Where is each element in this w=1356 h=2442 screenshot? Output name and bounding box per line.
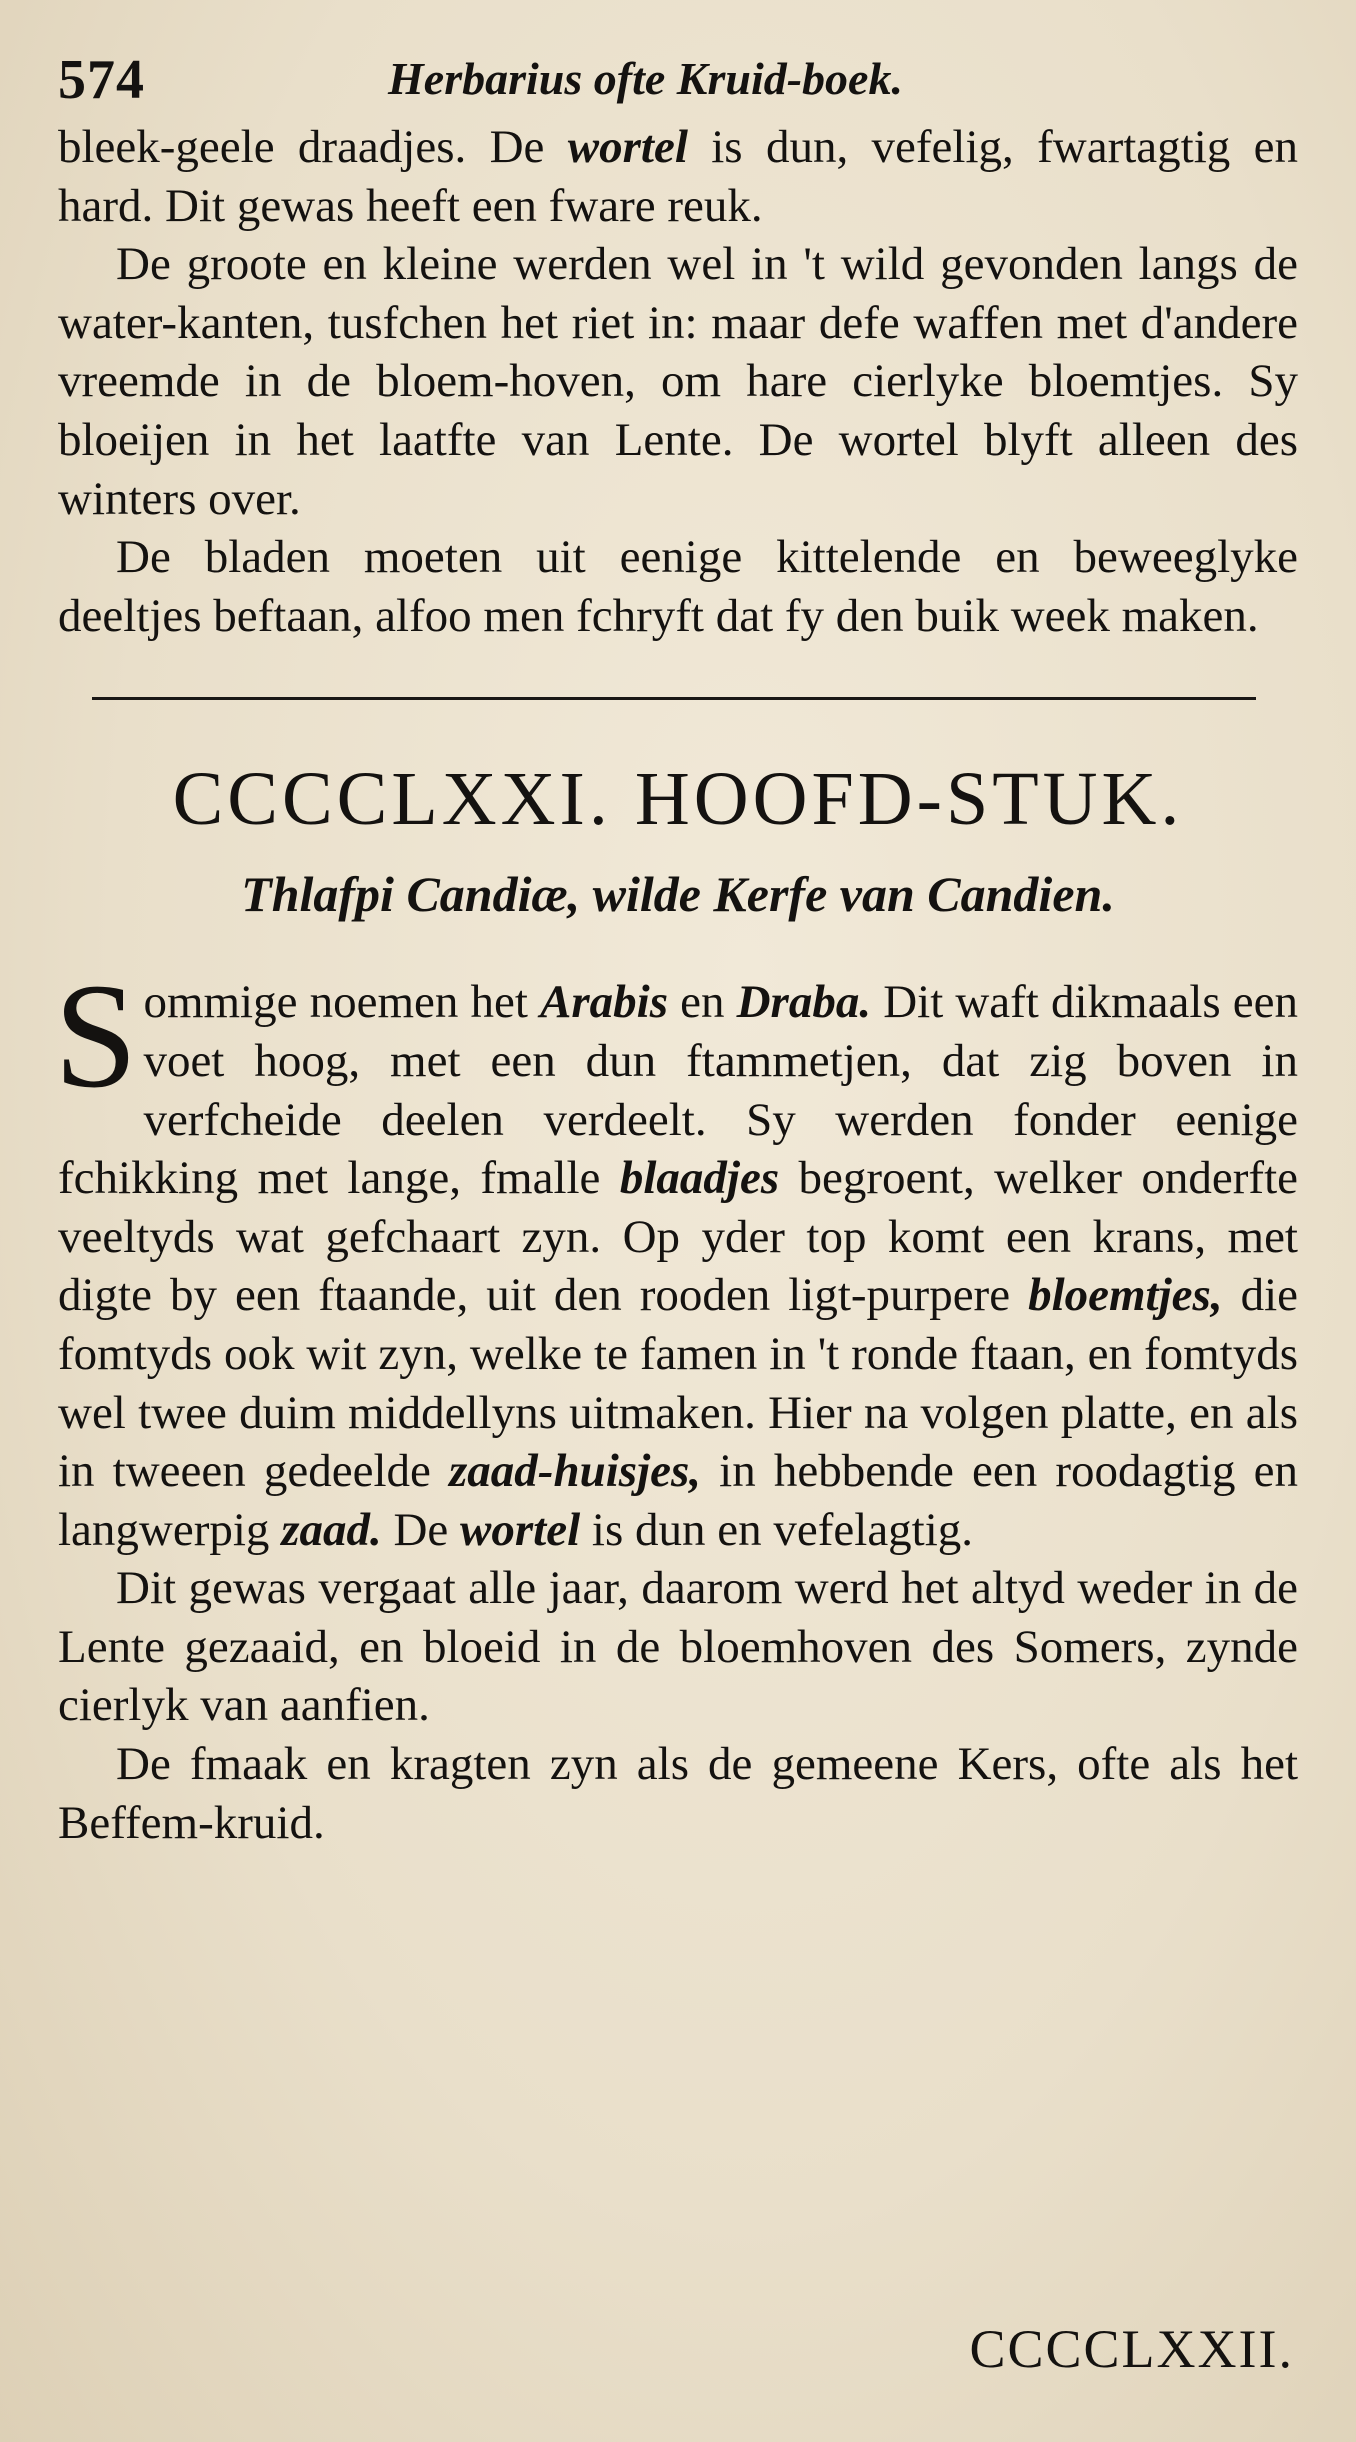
paragraph-6: De fmaak en kragten zyn als de gemeene Kers, ofte als het Beffem-kruid. (58, 1738, 1298, 1849)
page-number: 574 (58, 49, 145, 111)
paragraph-3: De bladen moeten uit eenige kittelende en beweeglyke deeltjes beftaan, alfoo men fchryft dat fy den buik week maken. (58, 531, 1298, 642)
page-text-block (54, 48, 1299, 1852)
text-run: is dun, vefelig, fwartagtig en hard. Dit gewas heeft een fware reuk. (58, 121, 1298, 232)
term-wortel: wortel (460, 1503, 581, 1556)
page-header (58, 48, 1298, 118)
paragraph-2: De groote en kleine werden wel in 't wild gevonden langs de water-kanten, tusfchen het riet in: maar defe waffen met d'andere vreemde in de bloem-hoven, om hare cierlyke bloemtjes. Sy bloeijen in het laatfte van Lente. De wortel blyft alleen des winters over. (58, 238, 1298, 525)
text-run: die fomtyds ook wit zyn, welke te famen in 't ronde ftaan, en fomtyds wel twee duim middellyns uitmaken. Hier na volgen platte, en als in tweeen gedeelde (58, 1269, 1298, 1498)
section-continuation (58, 118, 1298, 645)
text-run: Dit waft dikmaals een voet hoog, met een dun ftammetjen, dat zig boven in verfcheide deelen verdeelt. Sy werden fonder eenige fchikking met lange, fmalle (58, 976, 1298, 1205)
term-arabis: Arabis (540, 976, 668, 1029)
chapter-heading: CCCCLXXI. HOOFD-STUK. (172, 757, 1184, 842)
text-run: is dun en vefelagtig. (580, 1503, 974, 1556)
term-bloemtjes: bloemtjes, (1028, 1269, 1223, 1322)
term-zaad-huisjes: zaad-huisjes, (449, 1445, 702, 1498)
text-run: en (668, 976, 737, 1029)
term-draba: Draba. (736, 976, 872, 1029)
paragraph-1 (58, 118, 1298, 235)
section-divider (92, 697, 1256, 700)
term-zaad: zaad. (281, 1503, 382, 1556)
running-title: Herbarius ofte Kruid-boek. (388, 53, 903, 104)
text-run: ommige noemen het (143, 976, 540, 1029)
text-run: De (381, 1503, 461, 1556)
chapter-body (54, 953, 1299, 1852)
term-blaadjes: blaadjes (619, 1152, 780, 1205)
text-run: begroent, welker onderfte veeltyds wat gefchaart zyn. Op yder top komt een krans, met digte by een ftaande, uit den rooden ligt-purpere (58, 1152, 1299, 1322)
term-wortel: wortel (567, 121, 688, 173)
text-run: in hebbende een roodagtig en langwerpig (58, 1445, 1298, 1556)
text-run: bleek-geele draadjes. De (58, 121, 568, 173)
chapter-subtitle: Thlafpi Candiæ, wilde Kerfe van Candien. (241, 866, 1115, 923)
catchword: CCCCLXXII. (969, 2319, 1294, 2379)
drop-cap: S (54, 953, 138, 1120)
paragraph-4 (54, 953, 1299, 1559)
paragraph-5: Dit gewas vergaat alle jaar, daarom werd het altyd weder in de Lente gezaaid, en bloeid in de bloemhoven des Somers, zynde cierlyk van aanfien. (58, 1562, 1298, 1732)
